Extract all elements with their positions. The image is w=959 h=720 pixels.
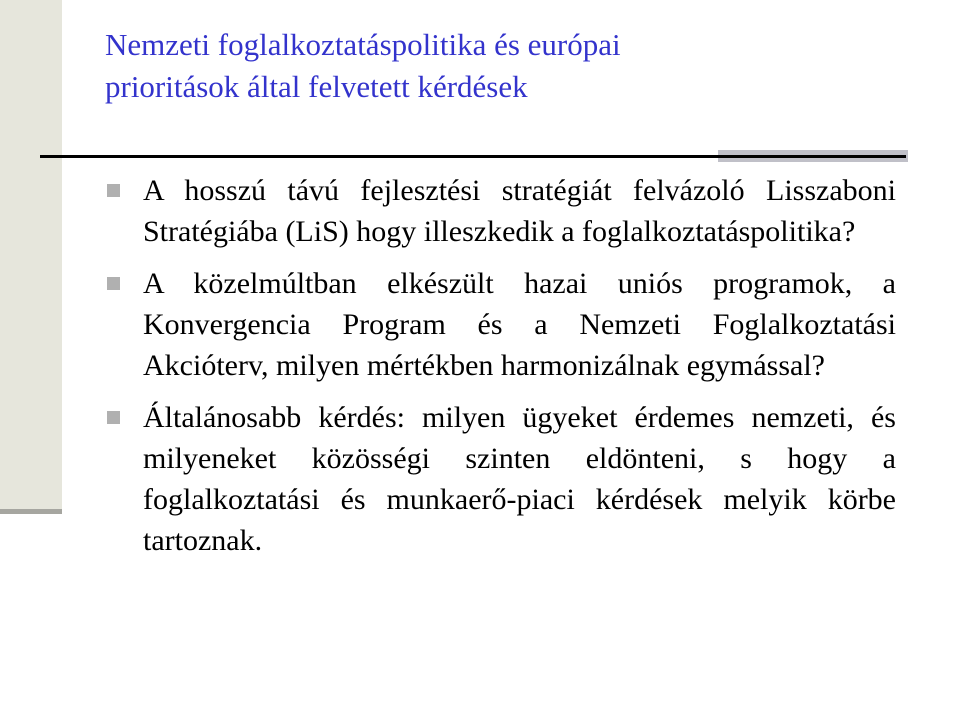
title-line-1: Nemzeti foglalkoztatáspolitika és európai: [105, 27, 621, 62]
square-bullet-icon: [107, 184, 120, 197]
bullet-text-2: A közelmúltban elkészült hazai uniós programok, a Konvergencia Program és a Nemzeti Foglalkoztatási Akcióterv, milyen mértékben harmonizálnak egymással?: [143, 267, 896, 382]
title-rule: [40, 155, 906, 158]
left-decor-band-edge: [0, 509, 62, 514]
square-bullet-icon: [107, 277, 120, 290]
square-bullet-icon: [107, 411, 120, 424]
bullet-item-2: [103, 263, 896, 386]
bullet-text-1: A hosszú távú fejlesztési stratégiát felvázoló Lisszaboni Stratégiába (LiS) hogy illeszkedik a foglalkoztatáspolitika?: [143, 174, 896, 248]
bullet-text-3: Általánosabb kérdés: milyen ügyeket érdemes nemzeti, és milyeneket közösségi szinten eldönteni, s hogy a foglalkoztatási és munkaerő-piaci kérdések melyik körbe tartoznak.: [143, 401, 896, 557]
bullet-item-1: [103, 170, 896, 252]
bullet-list: [103, 170, 896, 561]
slide-title: [105, 24, 925, 108]
bullet-item-3: [103, 397, 896, 561]
title-line-2: prioritások által felvetett kérdések: [105, 69, 528, 104]
left-decor-band: [0, 0, 62, 512]
